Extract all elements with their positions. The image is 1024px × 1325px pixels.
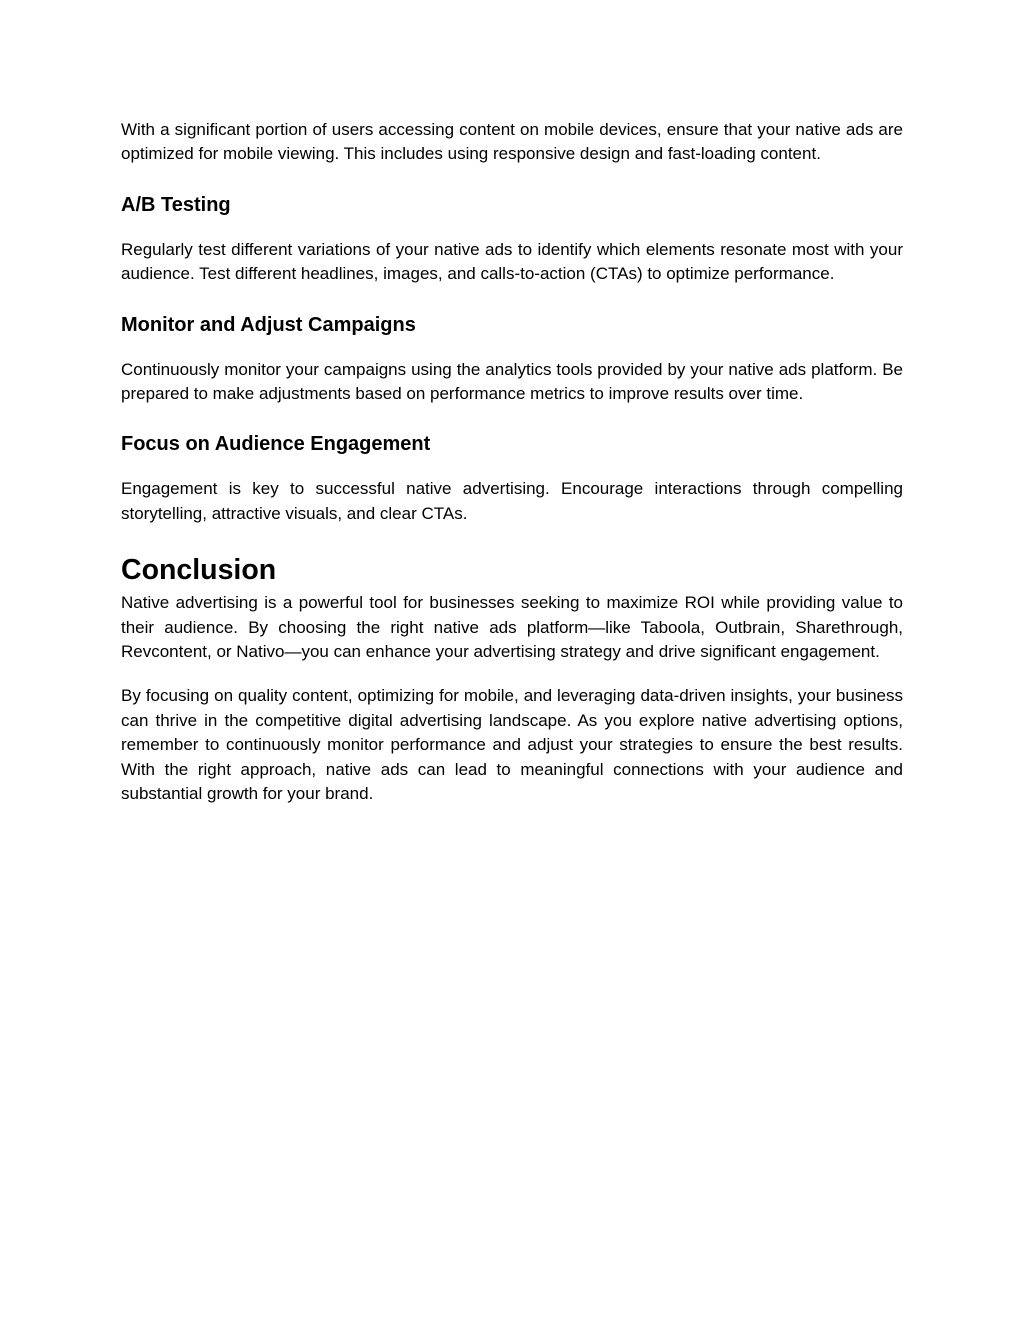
section-body-ab-testing: Regularly test different variations of your native ads to identify which elements resonate most with your audience. Test different headlines, images, and calls-to-action (CTAs) to optimize performance. bbox=[121, 239, 903, 284]
conclusion-heading: Conclusion bbox=[121, 554, 277, 587]
section-heading-monitor-campaigns: Monitor and Adjust Campaigns bbox=[121, 313, 416, 336]
section-body-audience-engagement: Engagement is key to successful native advertising. Encourage interactions through compelling storytelling, attractive visuals, and clear CTAs. bbox=[121, 479, 903, 523]
conclusion-paragraph: By focusing on quality content, optimizing for mobile, and leveraging data-driven insights, your business can thrive in the competitive digital advertising landscape. As you explore native advertising options, remember to continuously monitor performance and adjust your strategies to ensure the best results. With the right approach, native ads can lead to meaningful connections with your audience and substantial growth for your brand. bbox=[121, 686, 903, 804]
conclusion-paragraph: Native advertising is a powerful tool for businesses seeking to maximize ROI while providing value to their audience. By choosing the right native ads platform—like Taboola, Outbrain, Sharethrough, Revcontent, or Nativo—you can enhance your advertising strategy and drive significant engagement. bbox=[121, 593, 903, 662]
document-body bbox=[121, 118, 903, 807]
section-heading-ab-testing: A/B Testing bbox=[121, 193, 231, 216]
intro-paragraph: With a significant portion of users accessing content on mobile devices, ensure that your native ads are optimized for mobile viewing. This includes using responsive design and fast-loading content. bbox=[121, 120, 903, 164]
section-body-monitor-campaigns: Continuously monitor your campaigns using the analytics tools provided by your native ads platform. Be prepared to make adjustments based on performance metrics to improve results over time. bbox=[121, 359, 903, 404]
section-heading-audience-engagement: Focus on Audience Engagement bbox=[121, 433, 431, 456]
